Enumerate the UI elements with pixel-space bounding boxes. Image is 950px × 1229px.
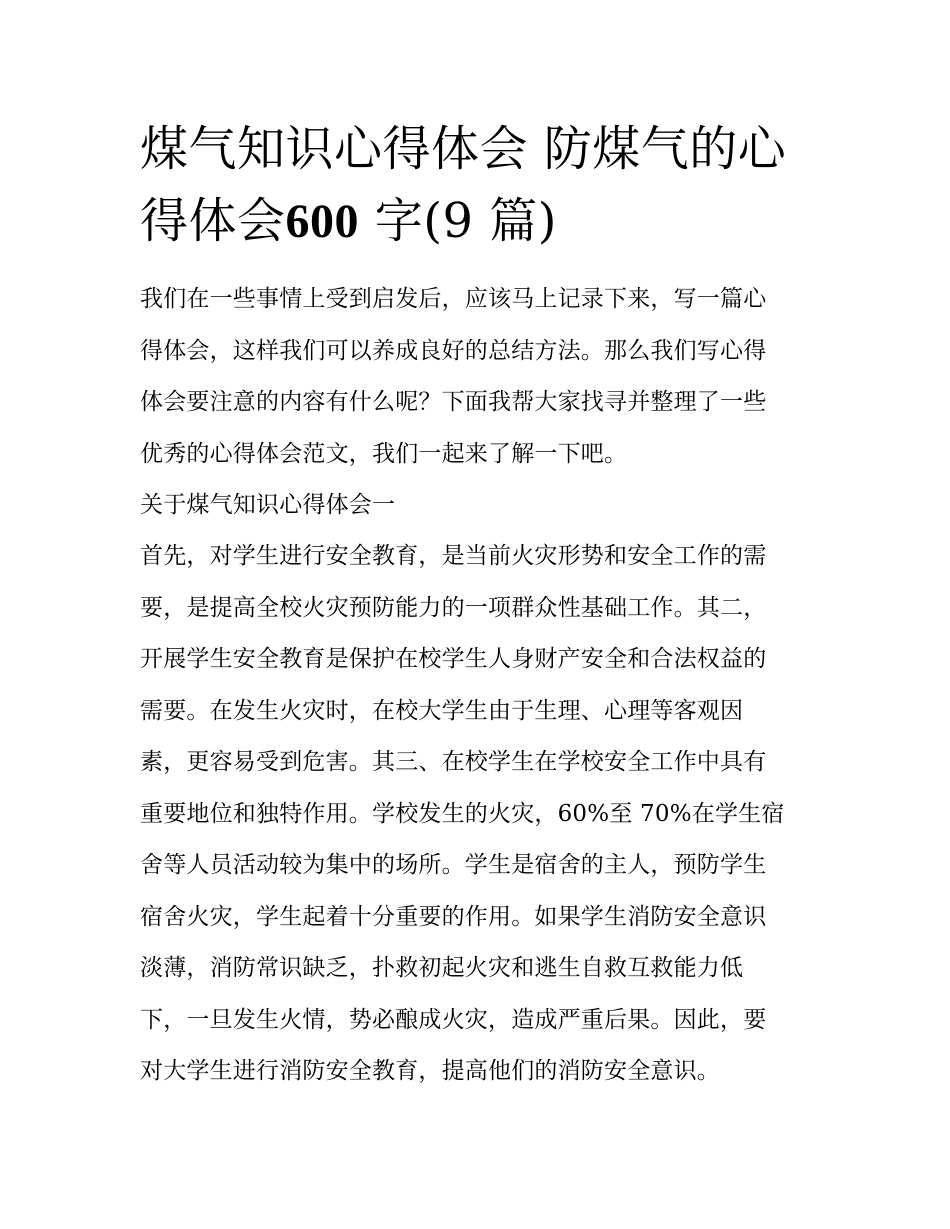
body-line: 素，更容易受到危害。其三、在校学生在学校安全工作中具有 (140, 749, 767, 775)
body-paragraph (140, 531, 812, 1098)
body-line: 开展学生安全教育是保护在校学生人身财产安全和合法权益的 (140, 646, 767, 672)
body-line: 要，是提高全校火灾预防能力的一项群众性基础工作。其二， (140, 594, 767, 621)
body-line: 首先，对学生进行安全教育，是当前火灾形势和安全工作的需 (140, 543, 767, 569)
document-title (140, 113, 820, 258)
body-line: 下，一旦发生火情，势必酿成火灾，造成严重后果。因此，要 (140, 1006, 767, 1033)
intro-paragraph (140, 274, 812, 480)
section-heading: 关于煤气知识心得体会一 (140, 492, 396, 518)
body-line: 对大学生进行消防安全教育，提高他们的消防安全意识。 (140, 1058, 720, 1084)
intro-line: 优秀的心得体会范文，我们一起来了解一下吧。 (140, 440, 628, 467)
intro-line: 我们在一些事情上受到启发后，应该马上记录下来，写一篇心 (140, 286, 767, 312)
body-line: 淡薄，消防常识缺乏，扑救初起火灾和逃生自救互救能力低 (140, 955, 744, 981)
intro-line: 得体会，这样我们可以养成良好的总结方法。那么我们写心得 (140, 337, 767, 364)
title-number: 600 (285, 195, 360, 248)
body-line: 舍等人员活动较为集中的场所。学生是宿舍的主人，预防学生 (140, 852, 767, 878)
title-tail: 字(9 篇) (374, 193, 558, 249)
intro-line: 体会要注意的内容有什么呢？下面我帮大家找寻并整理了一些 (140, 389, 767, 415)
title-text: 煤气知识心得体会 防煤气的心得体会 (140, 121, 787, 249)
body-line: 需要。在发生火灾时，在校大学生由于生理、心理等客观因 (140, 697, 744, 724)
body-line: 重要地位和独特作用。学校发生的火灾，60%至 70%在学生宿 (140, 800, 785, 827)
body-line: 宿舍火灾，学生起着十分重要的作用。如果学生消防安全意识 (140, 903, 767, 930)
